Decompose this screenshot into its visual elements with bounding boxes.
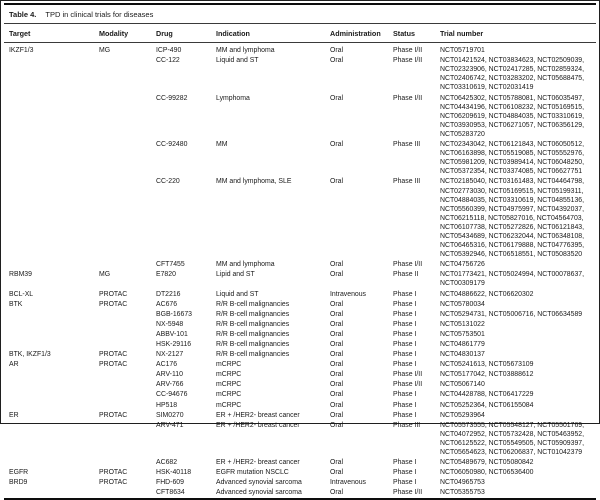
cell-status: Phase I <box>393 310 417 318</box>
cell-administration: Intravenous <box>330 290 367 298</box>
cell-drug: CC-99282 <box>156 94 188 102</box>
cell-target: BCL-XL <box>9 290 34 298</box>
cell-modality <box>97 93 154 139</box>
table-number-label: Table 4. <box>9 10 37 19</box>
cell-indication: EGFR mutation NSCLC <box>216 469 289 477</box>
cell-status: Phase I/II <box>393 371 423 379</box>
cell-target <box>4 390 97 400</box>
cell-trials: NCT05753501 <box>440 330 485 338</box>
cell-administration: Oral <box>330 57 344 65</box>
cell-modality <box>97 56 154 93</box>
cell-target <box>4 177 97 260</box>
table-row <box>4 309 596 319</box>
cell-drug: FHD-609 <box>156 479 184 487</box>
cell-modality: PROTAC <box>99 479 128 487</box>
cell-administration: Oral <box>330 261 344 269</box>
table-row <box>4 478 596 488</box>
table-row <box>4 56 596 93</box>
table-row <box>4 350 596 360</box>
header-row <box>4 24 596 43</box>
cell-modality <box>97 458 154 468</box>
cell-drug: ABBV-101 <box>156 330 188 338</box>
cell-status: Phase I <box>393 361 417 369</box>
cell-indication: MM <box>216 141 228 149</box>
cell-indication: R/R B-cell malignancies <box>216 351 290 359</box>
cell-indication: R/R B-cell malignancies <box>216 330 290 338</box>
clinical-trials-table-container <box>4 3 596 500</box>
cell-administration: Oral <box>330 310 344 318</box>
cell-drug: NX-2127 <box>156 351 184 359</box>
cell-modality: PROTAC <box>99 411 128 419</box>
cell-trials: NCT05780034 <box>440 300 485 308</box>
cell-trials: NCT05355753 <box>440 489 485 497</box>
cell-drug: ICP-490 <box>156 47 182 55</box>
cell-indication: R/R B-cell malignancies <box>216 300 290 308</box>
cell-indication: mCRPC <box>216 391 242 399</box>
cell-target <box>4 488 97 498</box>
cell-status: Phase I/II <box>393 489 423 497</box>
column-header-target: Target <box>4 24 97 43</box>
cell-administration: Oral <box>330 371 344 379</box>
column-header-modality: Modality <box>97 24 154 43</box>
cell-indication: Liquid and ST <box>216 290 259 298</box>
table-row <box>4 400 596 410</box>
cell-modality <box>97 488 154 498</box>
cell-target <box>4 370 97 380</box>
table-row <box>4 299 596 309</box>
table-row <box>4 289 596 299</box>
cell-administration: Oral <box>330 178 344 186</box>
cell-target: RBM39 <box>9 271 32 279</box>
cell-indication: mCRPC <box>216 361 242 369</box>
cell-status: Phase I <box>393 479 417 487</box>
cell-indication: mCRPC <box>216 371 242 379</box>
cell-modality <box>97 140 154 177</box>
cell-indication: MM and lymphoma <box>216 47 275 55</box>
cell-status: Phase I <box>393 411 417 419</box>
table-row <box>4 458 596 468</box>
cell-trials: NCT05177042, NCT03888612 <box>440 371 534 379</box>
cell-administration: Oral <box>330 141 344 149</box>
cell-modality: PROTAC <box>99 351 128 359</box>
cell-trials: NCT02185040, NCT03161483, NCT04464798, NCT02773030, NCT05169515, NCT05199311, NCT04884035, NCT03310619, NCT04855136, NCT05560399, NCT04975997, NCT04392037, NCT06215118, NCT05827016, NCT04564703, NCT06107738, NCT05272826, NCT06121843, NCT05434689, NCT06232044, NCT06348108, NCT06465316, NCT06179888, NCT04776395, NCT05392946, NCT06518551, NCT05083520 <box>440 178 585 259</box>
cell-status: Phase I/II <box>393 261 423 269</box>
cell-indication: Liquid and ST <box>216 57 259 65</box>
cell-indication: ER + /HER2- breast cancer <box>216 411 300 419</box>
cell-target <box>4 458 97 468</box>
column-header-administration: Administration <box>328 24 391 43</box>
cell-target: BTK <box>9 300 23 308</box>
cell-trials: NCT04756726 <box>440 261 485 269</box>
cell-modality <box>97 177 154 260</box>
cell-administration: Oral <box>330 271 344 279</box>
table-row <box>4 390 596 400</box>
cell-drug: HSK-29116 <box>156 341 192 348</box>
cell-administration: Oral <box>330 341 344 348</box>
cell-trials: NCT01773421, NCT05024994, NCT00078637, NCT00309179 <box>440 271 585 288</box>
cell-target <box>4 400 97 410</box>
cell-status: Phase I/II <box>393 57 423 65</box>
cell-status: Phase III <box>393 421 421 429</box>
cell-status: Phase I <box>393 401 417 409</box>
cell-trials: NCT04861779 <box>440 341 485 348</box>
cell-target: BRD9 <box>9 479 28 487</box>
table-row <box>4 43 596 56</box>
cell-trials: NCT05067140 <box>440 381 485 389</box>
cell-trials: NCT01421524, NCT03834623, NCT02509039, NCT02323906, NCT02417285, NCT02859324, NCT02406742, NCT03283202, NCT05688475, NCT03310619, NCT02031419 <box>440 57 585 92</box>
cell-target <box>4 340 97 350</box>
cell-drug: CC-94676 <box>156 391 188 399</box>
cell-modality <box>97 420 154 457</box>
column-header-indication: Indication <box>214 24 328 43</box>
cell-modality: PROTAC <box>99 290 128 298</box>
cell-target <box>4 56 97 93</box>
table-row <box>4 140 596 177</box>
cell-drug: AC682 <box>156 459 178 467</box>
table-row <box>4 360 596 370</box>
cell-drug: CC-92480 <box>156 141 188 149</box>
cell-trials: NCT05241613, NCT05673109 <box>440 361 534 369</box>
cell-target <box>4 309 97 319</box>
cell-administration: Oral <box>330 300 344 308</box>
cell-trials: NCT05573555, NCT05548127, NCT05501769, NCT04072952, NCT05732428, NCT05463952, NCT06125522, NCT05549505, NCT05909397, NCT05654623, NCT06206837, NCT01042379 <box>440 421 585 457</box>
cell-modality <box>97 329 154 339</box>
cell-status: Phase I <box>393 459 417 467</box>
clinical-trials-table <box>4 24 596 498</box>
table-row <box>4 380 596 390</box>
table-row <box>4 260 596 270</box>
cell-trials: NCT05252364, NCT06155084 <box>440 401 534 409</box>
table-row <box>4 329 596 339</box>
cell-indication: MM and lymphoma, SLE <box>216 178 292 186</box>
cell-modality: MG <box>99 271 111 279</box>
cell-administration: Oral <box>330 401 344 409</box>
cell-indication: mCRPC <box>216 401 242 409</box>
table-row <box>4 370 596 380</box>
cell-target: ER <box>9 411 19 419</box>
cell-drug: ARV-766 <box>156 381 184 389</box>
cell-indication: R/R B-cell malignancies <box>216 320 290 328</box>
cell-drug: NX-5948 <box>156 320 184 328</box>
table-row <box>4 93 596 139</box>
cell-administration: Oral <box>330 381 344 389</box>
cell-indication: R/R B-cell malignancies <box>216 341 290 348</box>
cell-trials: NCT06050980, NCT06536400 <box>440 469 534 477</box>
cell-trials: NCT05294731, NCT05006716, NCT06634589 <box>440 310 583 318</box>
cell-status: Phase I/II <box>393 47 423 55</box>
cell-status: Phase I <box>393 469 417 477</box>
cell-trials: NCT06425302, NCT05788081, NCT06035497, NCT04434196, NCT06108232, NCT05169515, NCT06209619, NCT04884035, NCT03310619, NCT03930953, NCT06271057, NCT06356129, NCT05283720 <box>440 94 585 138</box>
cell-administration: Oral <box>330 489 344 497</box>
cell-target <box>4 319 97 329</box>
cell-drug: CFT8634 <box>156 489 185 497</box>
cell-status: Phase I <box>393 351 417 359</box>
cell-drug: ARV-110 <box>156 371 183 379</box>
cell-trials: NCT05131022 <box>440 320 485 328</box>
cell-trials: NCT04830137 <box>440 351 485 359</box>
cell-trials: NCT05489679, NCT05080842 <box>440 459 534 467</box>
cell-status: Phase III <box>393 141 421 149</box>
column-header-trials: Trial number <box>438 24 596 43</box>
cell-status: Phase I/II <box>393 381 423 389</box>
cell-administration: Oral <box>330 361 344 369</box>
cell-drug: BGB-16673 <box>156 310 193 318</box>
cell-modality <box>97 309 154 319</box>
cell-trials: NCT05293964 <box>440 411 485 419</box>
cell-indication: ER + /HER2- breast cancer <box>216 421 300 429</box>
table-row <box>4 340 596 350</box>
cell-indication: R/R B-cell malignancies <box>216 310 290 318</box>
table-caption: TPD in clinical trials for diseases <box>45 10 154 19</box>
table-row <box>4 488 596 498</box>
cell-status: Phase I <box>393 300 417 308</box>
cell-drug: CFT7455 <box>156 261 185 269</box>
cell-modality <box>97 260 154 270</box>
cell-target: EGFR <box>9 469 29 477</box>
cell-modality: MG <box>99 47 111 55</box>
cell-trials: NCT04965753 <box>440 479 485 487</box>
table-row <box>4 319 596 329</box>
cell-target <box>4 380 97 390</box>
cell-drug: AC176 <box>156 361 178 369</box>
cell-target: BTK, IKZF1/3 <box>9 351 51 359</box>
cell-drug: DT2216 <box>156 290 181 298</box>
cell-drug: CC-220 <box>156 178 180 186</box>
cell-indication: MM and lymphoma <box>216 261 275 269</box>
cell-modality: PROTAC <box>99 361 128 369</box>
table-row <box>4 177 596 260</box>
cell-target: AR <box>9 361 19 369</box>
cell-administration: Oral <box>330 469 344 477</box>
cell-drug: HP518 <box>156 401 178 409</box>
cell-status: Phase I <box>393 391 417 399</box>
cell-modality <box>97 390 154 400</box>
cell-target <box>4 93 97 139</box>
cell-modality: PROTAC <box>99 469 128 477</box>
cell-administration: Oral <box>330 391 344 399</box>
cell-target <box>4 420 97 457</box>
cell-status: Phase I <box>393 341 417 348</box>
cell-drug: E7820 <box>156 271 176 279</box>
table-row <box>4 420 596 457</box>
cell-target <box>4 260 97 270</box>
cell-administration: Intravenous <box>330 479 367 487</box>
cell-trials: NCT04886622, NCT06620302 <box>440 290 534 298</box>
cell-indication: mCRPC <box>216 381 242 389</box>
cell-drug: HSK-40118 <box>156 469 192 477</box>
cell-modality <box>97 380 154 390</box>
cell-target: IKZF1/3 <box>9 47 34 55</box>
cell-target <box>4 329 97 339</box>
cell-trials: NCT04428788, NCT06417229 <box>440 391 534 399</box>
table-row <box>4 468 596 478</box>
cell-trials: NCT02343042, NCT06121843, NCT06050512, NCT06163898, NCT05519085, NCT05552976, NCT05981209, NCT03989414, NCT06048250, NCT05372354, NCT03374085, NCT06627751 <box>440 141 585 176</box>
column-header-status: Status <box>391 24 438 43</box>
cell-status: Phase I <box>393 320 417 328</box>
cell-drug: SIM0270 <box>156 411 184 419</box>
cell-trials: NCT05719701 <box>440 47 485 55</box>
table-row <box>4 410 596 420</box>
cell-status: Phase I <box>393 290 417 298</box>
cell-administration: Oral <box>330 421 344 429</box>
cell-status: Phase I <box>393 330 417 338</box>
cell-drug: AC676 <box>156 300 178 308</box>
cell-indication: Lipid and ST <box>216 271 255 279</box>
cell-modality: PROTAC <box>99 300 128 308</box>
cell-status: Phase II <box>393 271 419 279</box>
table-title <box>4 5 596 24</box>
cell-administration: Oral <box>330 94 344 102</box>
cell-drug: CC-122 <box>156 57 180 65</box>
table-row <box>4 270 596 289</box>
cell-indication: Advanced synovial sarcoma <box>216 479 302 487</box>
cell-administration: Oral <box>330 459 344 467</box>
cell-drug: ARV-471 <box>156 421 184 429</box>
cell-administration: Oral <box>330 411 344 419</box>
table-body <box>4 43 596 498</box>
table-head <box>4 24 596 43</box>
cell-modality <box>97 400 154 410</box>
cell-administration: Oral <box>330 330 344 338</box>
cell-indication: Lymphoma <box>216 94 250 102</box>
cell-modality <box>97 319 154 329</box>
cell-modality <box>97 340 154 350</box>
cell-administration: Oral <box>330 320 344 328</box>
cell-modality <box>97 370 154 380</box>
cell-indication: ER + /HER2- breast cancer <box>216 459 300 467</box>
cell-status: Phase I/II <box>393 94 423 102</box>
column-header-drug: Drug <box>154 24 214 43</box>
cell-indication: Advanced synovial sarcoma <box>216 489 302 497</box>
cell-administration: Oral <box>330 47 344 55</box>
cell-target <box>4 140 97 177</box>
cell-administration: Oral <box>330 351 344 359</box>
cell-status: Phase III <box>393 178 421 186</box>
